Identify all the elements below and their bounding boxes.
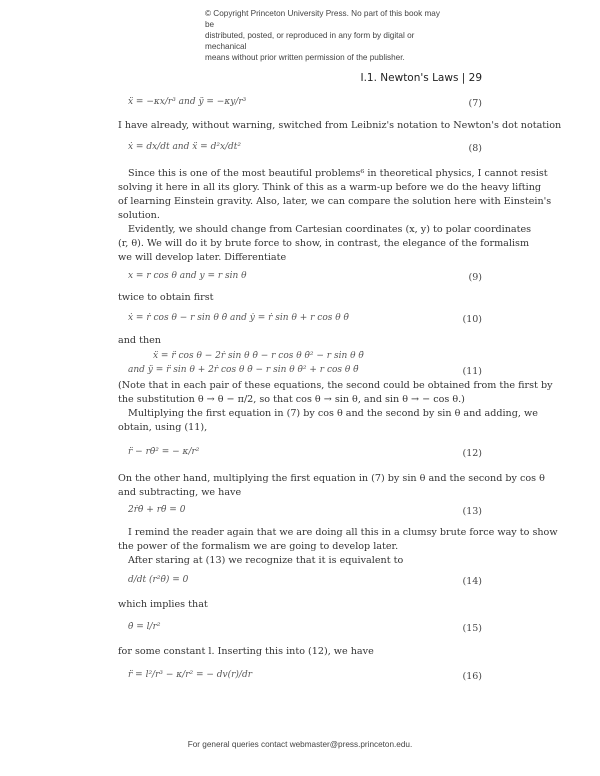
equation-number: (15) [462,623,482,634]
equation-number: (7) [468,98,482,109]
equation: ẋ = dx/dt and ẍ = d²x/dt² [128,142,242,152]
body-text-line: I have already, without warning, switched from Leibniz's notation to Newton's dot notation [118,120,562,131]
body-text-line: we will develop later. Differentiate [118,252,287,263]
body-text-line: twice to obtain first [118,292,214,303]
equation: and ÿ = r̈ sin θ + 2ṙ cos θ θ̇ − r sin θ θ̇² + r cos θ θ̈ [128,365,359,375]
equation-number: (9) [468,272,482,283]
equation-number: (8) [468,143,482,154]
copyright-notice [205,8,445,63]
equation-number: (13) [462,506,482,517]
body-text-line: Evidently, we should change from Cartesian coordinates (x, y) to polar coordinates [128,224,532,235]
body-text-line: On the other hand, multiplying the first equation in (7) by sin θ and the second by cos θ [118,473,545,484]
equation: r̈ − rθ̇² = − κ/r² [128,447,200,457]
body-text-line: the power of the formalism we are going to develop later. [118,541,399,552]
body-text-line: for some constant l. Inserting this into (12), we have [118,646,374,657]
body-text-line: and then [118,335,161,346]
equation-number: (12) [462,448,482,459]
copyright-line: © Copyright Princeton University Press. No part of this book may be [205,9,440,29]
body-text-line: Since this is one of the most beautiful problems⁶ in theoretical physics, I cannot resist [128,168,548,179]
body-text-line: obtain, using (11), [118,422,208,433]
equation-number: (11) [462,366,482,377]
body-text-line: solving it here in all its glory. Think of this as a warm-up before we do the heavy lifting [118,182,542,193]
body-text-line: the substitution θ → θ − π/2, so that cos θ → sin θ, and sin θ → − cos θ.) [118,394,465,405]
copyright-line: means without prior written permission of the publisher. [205,53,405,62]
body-text-line: Multiplying the first equation in (7) by cos θ and the second by sin θ and adding, we [128,408,538,419]
body-text-line: and subtracting, we have [118,487,242,498]
body-text-line: I remind the reader again that we are doing all this in a clumsy brute force way to show [128,527,558,538]
body-text-line: After staring at (13) we recognize that it is equivalent to [128,555,404,566]
equation-number: (10) [462,314,482,325]
equation: x = r cos θ and y = r sin θ [128,271,247,281]
equation: ẍ = r̈ cos θ − 2ṙ sin θ θ̇ − r cos θ θ̇² − r sin θ θ̈ [153,351,364,361]
equation: r̈ = l²/r³ − κ/r² = − dv(r)/dr [128,670,253,680]
equation: 2ṙθ̇ + rθ̈ = 0 [128,505,186,515]
footer-contact: For general queries contact webmaster@press.princeton.edu. [187,740,413,749]
equation-number: (14) [462,576,482,587]
equation-number: (16) [462,671,482,682]
body-text-line: (r, θ). We will do it by brute force to show, in contrast, the elegance of the formalism [118,238,530,249]
copyright-line: distributed, posted, or reproduced in any form by digital or mechanical [205,31,415,51]
running-header: I.1. Newton's Laws | 29 [360,72,482,84]
body-text-line: which implies that [118,599,208,610]
body-text-line: solution. [118,210,160,221]
equation: ẋ = ṙ cos θ − r sin θ θ̇ and ẏ = ṙ sin θ + r cos θ θ̇ [128,313,349,323]
equation: θ̇ = l/r² [128,622,161,632]
equation: ẍ = −κx/r³ and ÿ = −κy/r³ [128,97,247,107]
body-text-line: (Note that in each pair of these equations, the second could be obtained from the first by [118,380,553,391]
body-text-line: of learning Einstein gravity. Also, later, we can compare the solution here with Einstein's [118,196,552,207]
equation: d/dt (r²θ̇) = 0 [128,575,189,585]
